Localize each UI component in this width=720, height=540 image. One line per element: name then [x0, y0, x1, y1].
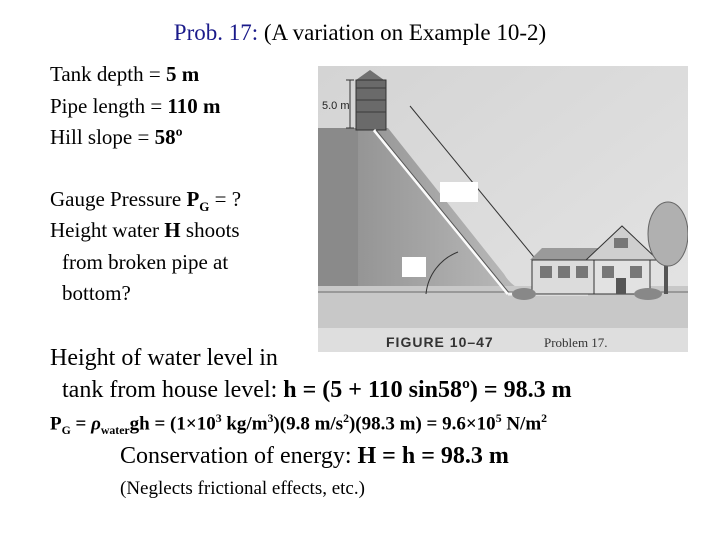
- given-value: 58º: [154, 125, 183, 149]
- variable: P: [186, 187, 200, 211]
- figure-caption-label: FIGURE 10–47: [386, 334, 494, 350]
- exponent: 5: [495, 412, 502, 425]
- problem-number: Prob. 17:: [173, 20, 259, 45]
- height-statement-line1: Height of water level in: [50, 345, 278, 371]
- tree-canopy: [648, 202, 688, 266]
- window: [630, 266, 642, 278]
- height-statement-line2: [62, 377, 572, 404]
- friction-note: (Neglects frictional effects, etc.): [120, 478, 365, 499]
- attic-window: [614, 238, 628, 248]
- given-label: Hill slope =: [50, 125, 155, 149]
- given-value: 5 m: [165, 62, 200, 86]
- problem-figure: [318, 66, 688, 352]
- subscript: water: [100, 424, 130, 438]
- exponent: 2: [541, 412, 548, 425]
- window: [602, 266, 614, 278]
- given-value: 110 m: [167, 94, 221, 118]
- window: [576, 266, 588, 278]
- equation-part: =: [70, 413, 92, 435]
- statement-text: Conservation of energy:: [120, 443, 358, 469]
- energy-conservation-line: [120, 443, 509, 470]
- problem-subtitle: (A variation on Example 10-2): [263, 20, 547, 45]
- equation-part: )(9.8 m/s: [273, 413, 344, 435]
- equation-part: gh = (1×10: [129, 413, 216, 435]
- question-text: shoots: [180, 218, 240, 242]
- equation-part: N/m: [501, 413, 542, 435]
- subscript: G: [61, 424, 71, 438]
- given-label: Tank depth =: [50, 62, 166, 86]
- window: [558, 266, 570, 278]
- figure-caption-problem: Problem 17.: [544, 335, 608, 350]
- energy-equation: H = h = 98.3 m: [357, 443, 509, 469]
- door: [616, 278, 626, 294]
- statement-text: tank from house level:: [62, 377, 284, 403]
- window: [540, 266, 552, 278]
- exponent: 3: [267, 412, 274, 425]
- question-height-line2: from broken pipe at: [62, 250, 229, 274]
- label-cover: [440, 182, 478, 202]
- variable: H: [164, 218, 181, 242]
- rho-symbol: ρ: [91, 413, 101, 435]
- equation-part: )(98.3 m) = 9.6×10: [348, 413, 496, 435]
- exponent: 3: [215, 412, 222, 425]
- tank-hill-house-illustration: [318, 66, 688, 352]
- depth-label: 5.0 m: [322, 100, 350, 112]
- height-equation: h = (5 + 110 sin58º) = 98.3 m: [283, 377, 572, 403]
- question-gauge-pressure: [50, 187, 241, 215]
- gauge-pressure-equation: [50, 412, 547, 438]
- question-text: = ?: [209, 187, 242, 211]
- shrub: [634, 288, 662, 300]
- caption-strip: [318, 328, 688, 352]
- question-height-line3: bottom?: [62, 281, 131, 305]
- shrub: [512, 288, 536, 300]
- equation-part: kg/m: [221, 413, 268, 435]
- label-cover: [402, 257, 426, 277]
- exponent: 2: [343, 412, 349, 425]
- given-pipe-length: [50, 94, 221, 119]
- question-text: Gauge Pressure: [50, 187, 187, 211]
- question-height-line1: [50, 218, 240, 243]
- given-hill-slope: [50, 125, 183, 150]
- question-text: Height water: [50, 218, 165, 242]
- given-tank-depth: [50, 62, 199, 87]
- variable: P: [50, 413, 62, 435]
- subscript: G: [199, 199, 210, 215]
- water-tank: [356, 70, 386, 130]
- given-label: Pipe length =: [50, 94, 168, 118]
- slide-title: [0, 20, 720, 46]
